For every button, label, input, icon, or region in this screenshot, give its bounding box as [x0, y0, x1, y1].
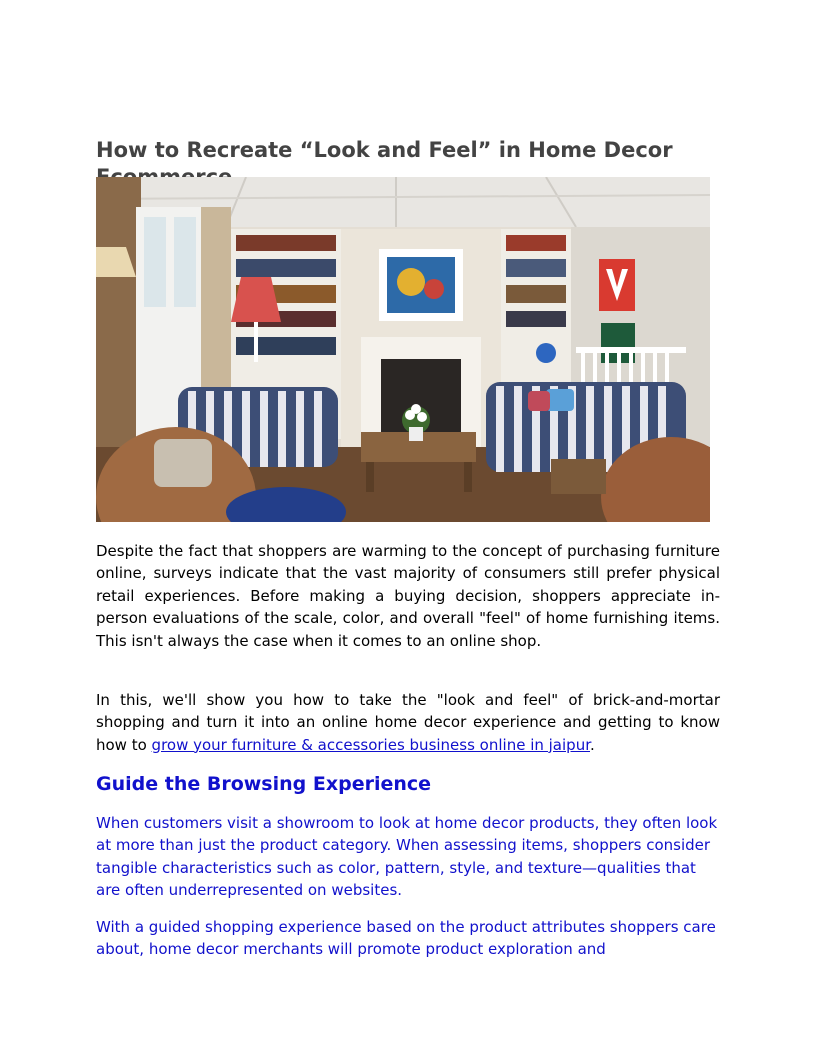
intro-paragraph: Despite the fact that shoppers are warming to the concept of purchasing furniture online, surveys indicate that the vast majority of consumers still prefer physical retail experiences. Before making a buying decision, shoppers appreciate in-person evaluations of the scale, color, and overall "feel" of home furnishing items. This isn't always the case when it comes to an online shop.: [96, 542, 720, 650]
living-room-photo-icon: [96, 177, 710, 522]
approach-text: In this, we'll show you how to take the "look and feel" of brick-and-mortar shopping and turn it into an online home decor experience and getting to know how to: [96, 691, 720, 754]
page-title: How to Recreate “Look and Feel” in Home Decor: [96, 138, 673, 162]
approach-paragraph: [96, 689, 720, 756]
browsing-paragraph: When customers visit a showroom to look at home decor products, they often look at more than just the product category. When assessing items, shoppers consider tangible characteristics such as color, pattern, style, and texture—qualities that are often underrepresented on websites.: [96, 814, 718, 900]
guided-shopping-paragraph: With a guided shopping experience based on the product attributes shoppers care about, home decor merchants will promote product exploration and: [96, 918, 716, 959]
section-heading: Guide the Browsing Experience: [96, 773, 432, 795]
approach-trailing-period: .: [590, 735, 595, 754]
business-growth-link[interactable]: grow your furniture & accessories business online in jaipur: [151, 735, 590, 754]
hero-image: [96, 177, 710, 522]
